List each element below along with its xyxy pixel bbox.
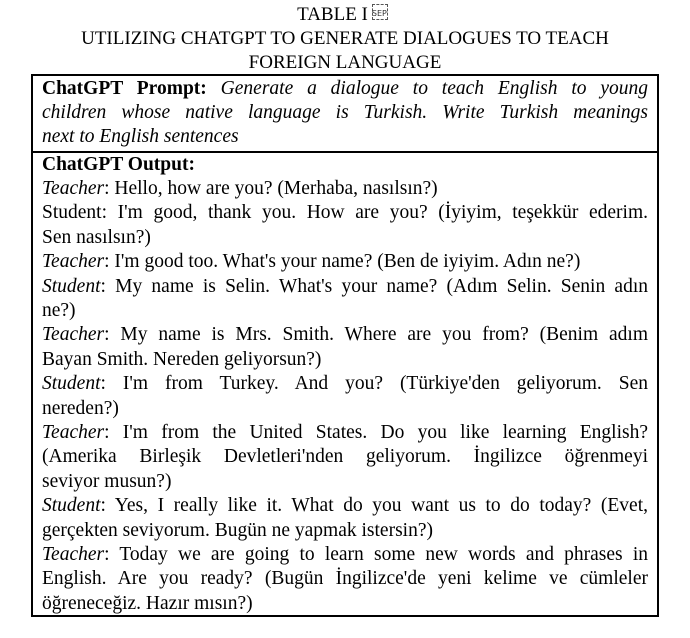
speaker-name: Teacher xyxy=(42,178,105,199)
speaker-name: Teacher xyxy=(42,324,105,346)
speaker-name: Student xyxy=(42,275,101,297)
dialogue-line xyxy=(42,494,648,518)
dialogue-text: Yes, I really like it. What do you want us to do today? (Evet, xyxy=(105,495,648,517)
dialogue-line xyxy=(42,275,648,299)
dialogue-line xyxy=(42,250,648,274)
prompt-cell xyxy=(33,76,657,153)
dialogue-line xyxy=(42,592,648,616)
dialogue-text: öğreneceğiz. Hazır mısın?) xyxy=(42,592,253,614)
speaker-separator: : xyxy=(104,544,110,565)
dialogue-line xyxy=(42,372,648,396)
dialogue-text: My name is Selin. What's your name? (Adım Selin. Senin adın xyxy=(105,275,648,297)
speaker-separator: : xyxy=(104,251,110,273)
speaker-separator: : xyxy=(100,373,106,395)
table-number: TABLE I xyxy=(297,4,368,25)
dialogue-line xyxy=(42,421,648,445)
prompt-line-2 xyxy=(42,101,648,125)
speaker-name: Teacher xyxy=(42,544,105,565)
separator-placeholder-icon xyxy=(369,3,393,23)
dialogue-line xyxy=(42,226,648,250)
output-label: ChatGPT Output: xyxy=(42,154,195,175)
speaker-name: Teacher xyxy=(42,251,105,273)
prompt-text: Generate a dialogue to teach English to young xyxy=(220,78,648,99)
speaker-name: Student xyxy=(42,495,101,517)
dialogue-text: Hello, how are you? (Merhaba, nasılsın?) xyxy=(109,178,438,199)
prompt-line-1 xyxy=(42,77,648,101)
dialogue-text: I'm from Turkey. And you? (Türkiye'den geliyorum. Sen xyxy=(105,373,648,395)
dialogue-line xyxy=(42,201,648,225)
prompt-line-3 xyxy=(42,125,648,149)
table-title-line1: UTILIZING CHATGPT TO GENERATE DIALOGUES TO TEACH xyxy=(81,28,609,49)
speaker-separator: : xyxy=(100,495,106,517)
dialogue-line xyxy=(42,543,648,567)
separator-label: SEP xyxy=(371,9,387,18)
dialogue-line xyxy=(42,177,648,201)
prompt-text: children whose native language is Turkish. Write Turkish meanings xyxy=(42,102,648,123)
dialogue-table xyxy=(31,74,659,617)
prompt-label: ChatGPT Prompt: xyxy=(42,78,207,99)
dialogue-text: Bayan Smith. Nereden geliyorsun?) xyxy=(42,348,322,370)
prompt-text: next to English sentences xyxy=(42,126,239,147)
table-title-line2: FOREIGN LANGUAGE xyxy=(248,52,442,73)
dialogue-text: gerçekten seviyorum. Bugün ne yapmak istersin?) xyxy=(42,519,433,541)
dialogue-text: ne?) xyxy=(42,300,76,321)
dialogue-line xyxy=(42,445,648,469)
dialogue-line xyxy=(42,519,648,543)
dialogue-line xyxy=(42,348,648,372)
speaker-name: Teacher xyxy=(42,422,105,443)
dialogue-text: Student: I'm good, thank you. How are you? (İyiyim, teşekkür ederim. xyxy=(42,202,648,224)
dialogue-text: I'm good too. What's your name? (Ben de iyiyim. Adın ne?) xyxy=(109,251,581,273)
output-label-line xyxy=(42,153,648,177)
speaker-separator: : xyxy=(104,422,110,443)
dialogue-text: Today we are going to learn some new words and phrases in xyxy=(109,544,648,565)
speaker-separator: : xyxy=(100,275,106,297)
dialogue-line xyxy=(42,567,648,591)
dialogue-line xyxy=(42,397,648,421)
speaker-separator: : xyxy=(104,178,110,199)
dialogue-line xyxy=(42,470,648,494)
table-number-caption xyxy=(0,3,690,27)
dialogue-text: My name is Mrs. Smith. Where are you from? (Benim adım xyxy=(109,324,648,346)
dialogue-text: seviyor musun?) xyxy=(42,470,172,492)
dialogue-text: nereden?) xyxy=(42,397,119,419)
dialogue-text: English. Are you ready? (Bugün İngilizce'de yeni kelime ve cümleler xyxy=(42,568,648,590)
dialogue-text: (Amerika Birleşik Devletleri'nden geliyorum. İngilizce öğrenmeyi xyxy=(42,446,648,468)
dialogue-line xyxy=(42,323,648,347)
speaker-name: Student xyxy=(42,373,101,395)
speaker-separator: : xyxy=(104,324,110,346)
dialogue-text: Sen nasılsın?) xyxy=(42,226,151,248)
dialogue-text: I'm from the United States. Do you like learning English? xyxy=(109,422,648,443)
dialogue-line xyxy=(42,299,648,323)
